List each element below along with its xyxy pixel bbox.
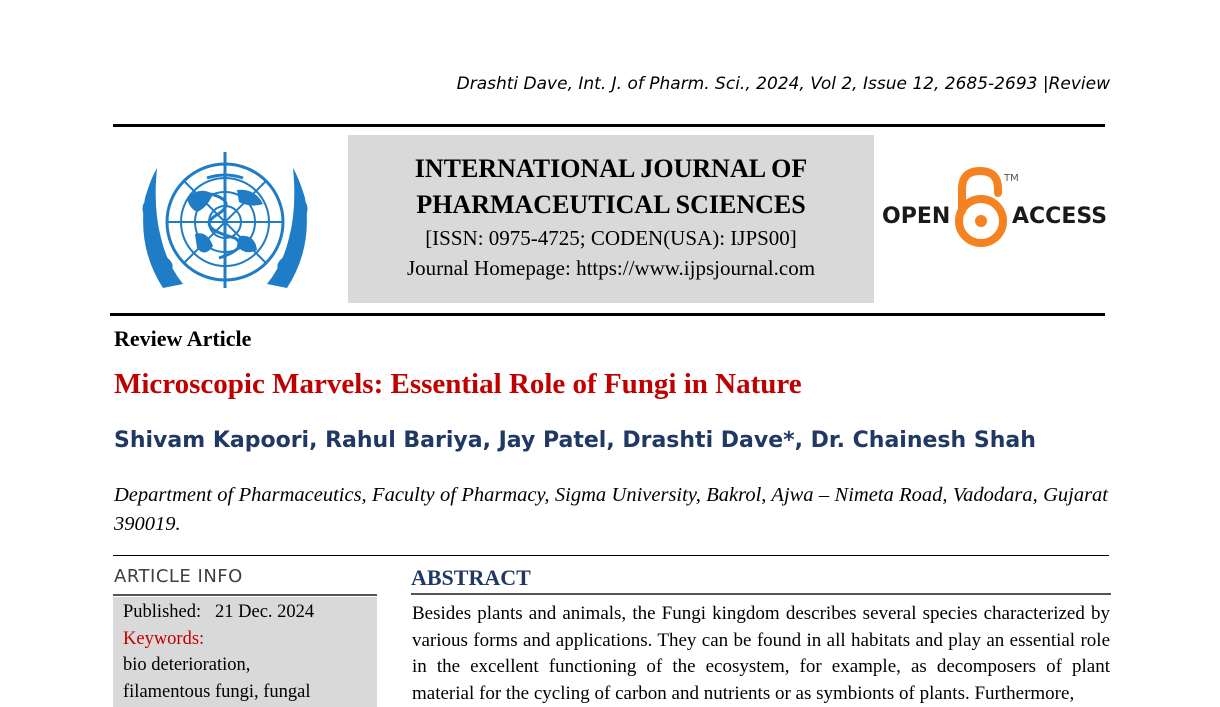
keywords-line-1: bio deterioration, [123,655,251,675]
keywords-label: Keywords: [123,628,205,649]
article-info-box [113,597,377,707]
section-divider [113,555,1109,556]
open-access-right-text: ACCESS [1012,204,1108,229]
journal-issn: [ISSN: 0975-4725; CODEN(USA): IJPS00] [425,226,797,250]
open-lock-icon [959,171,1003,243]
journal-masthead [348,135,874,303]
header-top-rule [113,124,1105,127]
citation-line: Drashti Dave, Int. J. of Pharm. Sci., 2024, Vol 2, Issue 12, 2685-2693 |Review [456,74,1110,94]
published-label: Published: [123,602,202,622]
author-affiliation: Department of Pharmaceutics, Faculty of Pharmacy, Sigma University, Bakrol, Ajwa – Nimeta Road, Vadodara, Gujarat 390019. [114,484,1108,535]
published-row [123,599,367,626]
open-access-left-text: OPEN [882,204,951,229]
article-type: Review Article [114,326,252,351]
caduceus-globe-emblem-icon [127,138,323,306]
abstract-heading: ABSTRACT [411,565,531,590]
journal-title-line2: PHARMACEUTICAL SCIENCES [416,190,806,219]
article-info-rule [113,594,377,596]
journal-homepage: Journal Homepage: https://www.ijpsjournal.com [406,256,816,280]
header-bottom-rule [110,313,1105,316]
open-access-logo [880,165,1110,255]
article-info-heading: ARTICLE INFO [114,566,243,587]
trademark-text: TM [1004,173,1019,184]
keywords-line-2: filamentous fungi, fungal [123,681,311,702]
published-date: 21 Dec. 2024 [215,602,315,622]
article-title: Microscopic Marvels: Essential Role of Fungi in Nature [114,368,802,400]
abstract-text: Besides plants and animals, the Fungi kingdom describes several species characterized by various forms and applications. They can be found in all habitats and play an essential role in the excellent functioning of the ecosystem, for example, as decomposers of plant material for the cycling of carbon and nutrients or as symbionts of plants. Furthermore, [412,603,1110,704]
author-list: Shivam Kapoori, Rahul Bariya, Jay Patel, Drashti Dave*, Dr. Chainesh Shah [114,428,1036,453]
abstract-rule [411,593,1111,595]
journal-title-line1: INTERNATIONAL JOURNAL OF [414,154,808,183]
